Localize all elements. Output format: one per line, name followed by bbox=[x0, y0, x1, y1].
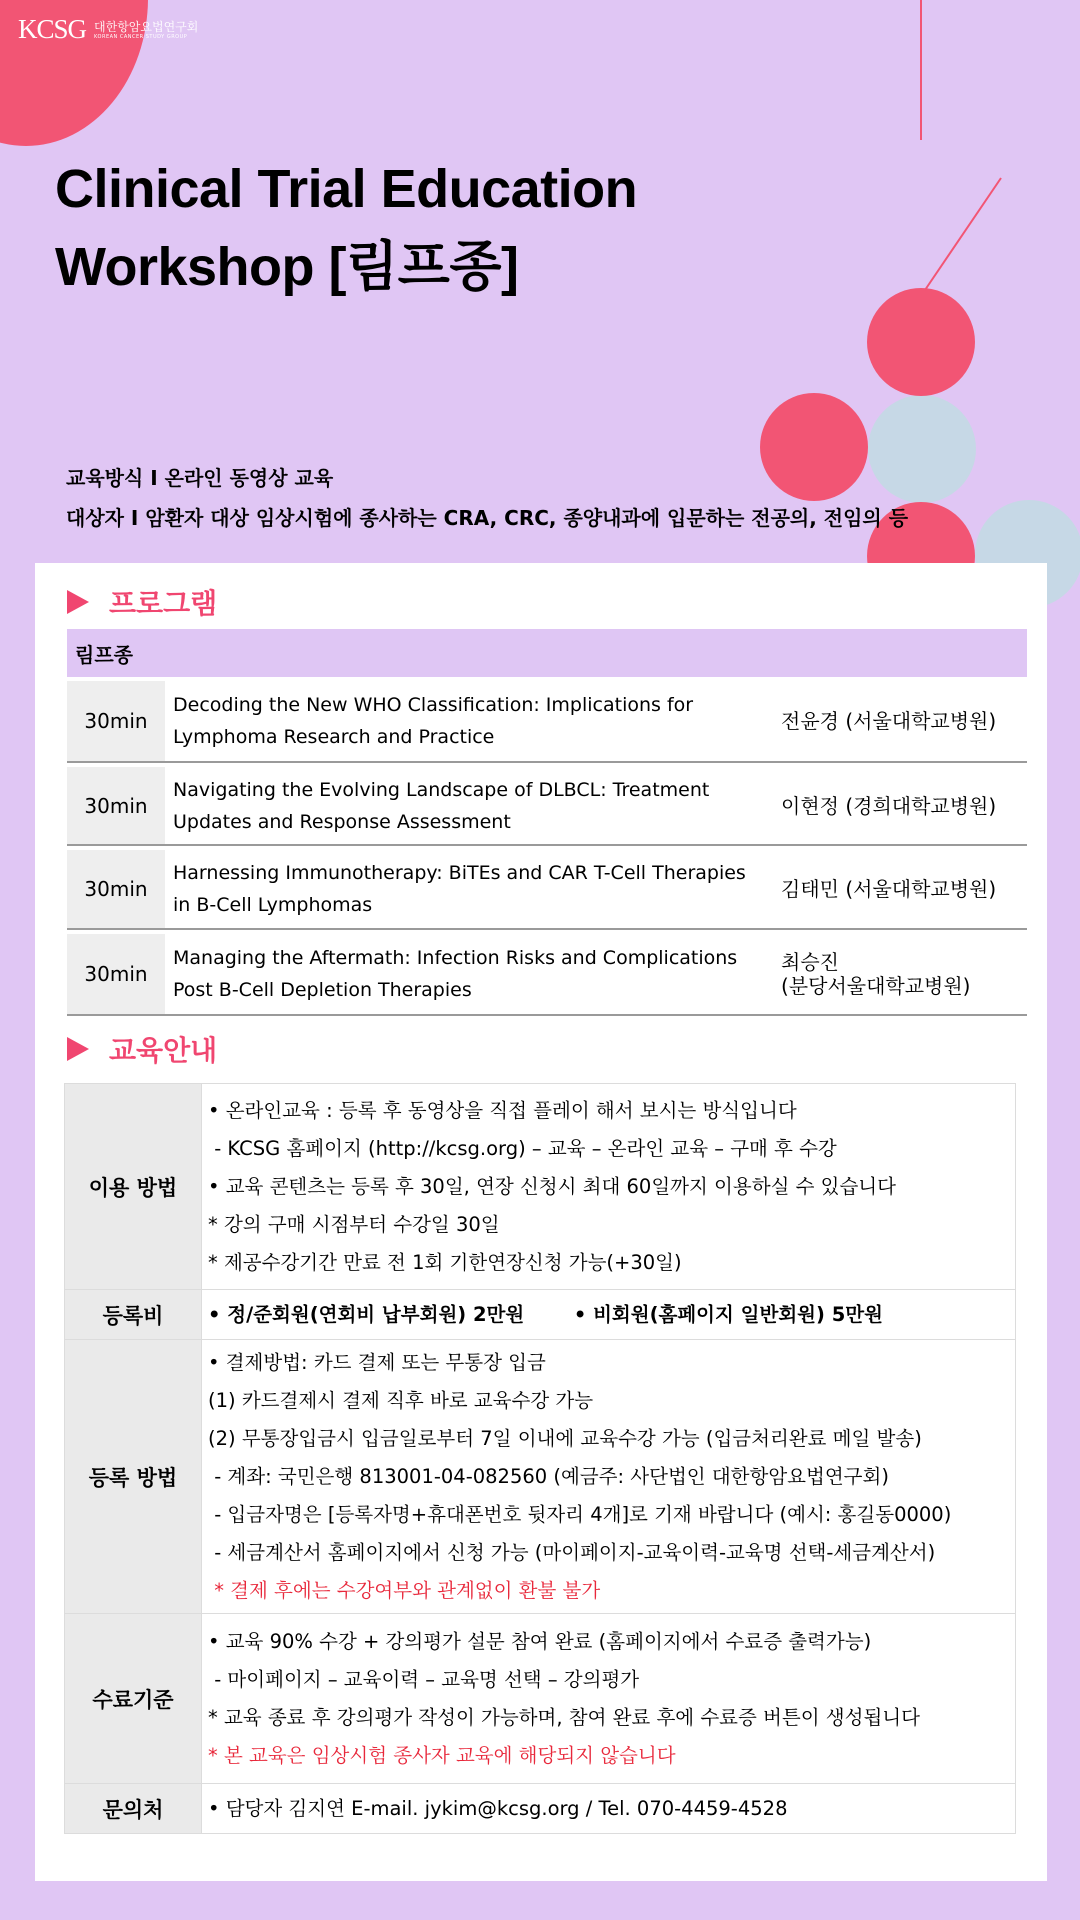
program-row bbox=[67, 681, 1027, 763]
triangle-bullet-icon bbox=[67, 1037, 89, 1061]
registration-line: (1) 카드결제시 결제 직후 바로 교육수강 가능 bbox=[208, 1388, 594, 1412]
usage-line: - KCSG 홈페이지 (http://kcsg.org) – 교육 – 온라인 교육 – 구매 후 수강 bbox=[208, 1136, 837, 1160]
completion-line: - 마이페이지 – 교육이력 – 교육명 선택 – 강의평가 bbox=[208, 1667, 640, 1691]
session-time: 30min bbox=[67, 850, 165, 928]
title-line-2: Workshop [림프종] bbox=[55, 237, 519, 297]
fee-nonmember: • 비회원(홈페이지 일반회원) 5만원 bbox=[573, 1302, 883, 1326]
refund-warning: * 결제 후에는 수강여부와 관계없이 환불 불가 bbox=[208, 1578, 601, 1602]
session-time: 30min bbox=[67, 934, 165, 1014]
usage-line: • 온라인교육 : 등록 후 동영상을 직접 플레이 해서 보시는 방식입니다 bbox=[208, 1098, 797, 1122]
circle-decoration bbox=[868, 395, 976, 503]
fee-member: • 정/준회원(연회비 납부회원) 2만원 bbox=[208, 1302, 525, 1326]
usage-label: 이용 방법 bbox=[65, 1084, 202, 1290]
program-category-header: 림프종 bbox=[67, 629, 1027, 677]
info-row-completion bbox=[65, 1614, 1016, 1784]
info-row-registration bbox=[65, 1340, 1016, 1614]
program-row bbox=[67, 850, 1027, 930]
fee-content bbox=[202, 1290, 1016, 1340]
logo-name-english: KOREAN CANCER STUDY GROUP bbox=[94, 33, 188, 40]
registration-label: 등록 방법 bbox=[65, 1340, 202, 1614]
session-speaker: 김태민 (서울대학교병원) bbox=[781, 877, 997, 901]
info-heading bbox=[67, 1029, 217, 1069]
logo-name-korean: 대한항암요법연구회 bbox=[94, 19, 199, 34]
completion-line: • 교육 90% 수강 + 강의평가 설문 참여 완료 (홈페이지에서 수료증 출력가능) bbox=[208, 1629, 872, 1653]
info-row-usage bbox=[65, 1084, 1016, 1290]
info-row-contact bbox=[65, 1784, 1016, 1834]
contact-label: 문의처 bbox=[65, 1784, 202, 1834]
session-title: Navigating the Evolving Landscape of DLBCL: Treatment Updates and Response Assessment bbox=[173, 778, 710, 833]
session-speaker: 최승진 (분당서울대학교병원) bbox=[781, 950, 971, 998]
usage-line: * 강의 구매 시점부터 수강일 30일 bbox=[208, 1212, 500, 1236]
completion-warning: * 본 교육은 임상시험 종사자 교육에 해당되지 않습니다 bbox=[208, 1743, 676, 1767]
completion-content bbox=[202, 1614, 1016, 1784]
completion-label: 수료기준 bbox=[65, 1614, 202, 1784]
registration-line: - 계좌: 국민은행 813001-04-082560 (예금주: 사단법인 대한항암요법연구회) bbox=[208, 1464, 889, 1488]
session-title: Decoding the New WHO Classification: Implications for Lymphoma Research and Practice bbox=[173, 694, 694, 748]
registration-content bbox=[202, 1340, 1016, 1614]
session-title: Managing the Aftermath: Infection Risks and Complications Post B-Cell Depletion Therapies bbox=[173, 947, 738, 1001]
registration-line: - 입금자명은 [등록자명+휴대폰번호 뒷자리 4개]로 기재 바랍니다 (예시: 홍길동0000) bbox=[208, 1502, 952, 1526]
content-card bbox=[35, 563, 1047, 1881]
contact-content: • 담당자 김지연 E-mail. jykim@kcsg.org / Tel. 070-4459-4528 bbox=[202, 1784, 1016, 1834]
education-info-table bbox=[64, 1083, 1016, 1834]
program-table bbox=[67, 629, 1027, 1016]
completion-line: * 교육 종료 후 강의평가 작성이 가능하며, 참여 완료 후에 수료증 버튼이 생성됩니다 bbox=[208, 1705, 920, 1729]
kcsg-logo bbox=[18, 14, 198, 45]
session-time: 30min bbox=[67, 681, 165, 761]
session-title: Harnessing Immunotherapy: BiTEs and CAR T-Cell Therapies in B-Cell Lymphomas bbox=[173, 862, 746, 916]
program-row bbox=[67, 934, 1027, 1016]
registration-line: - 세금계산서 홈페이지에서 신청 가능 (마이페이지-교육이력-교육명 선택-세금계산서) bbox=[208, 1540, 936, 1564]
fee-label: 등록비 bbox=[65, 1290, 202, 1340]
title-line-1: Clinical Trial Education bbox=[55, 159, 638, 219]
usage-line: * 제공수강기간 만료 전 1회 기한연장신청 가능(+30일) bbox=[208, 1250, 682, 1274]
session-speaker: 이현정 (경희대학교병원) bbox=[781, 793, 997, 818]
program-row bbox=[67, 767, 1027, 846]
education-target: 대상자 I 암환자 대상 임상시험에 종사하는 CRA, CRC, 종양내과에 입문하는 전공의, 전임의 등 bbox=[66, 506, 909, 530]
session-time: 30min bbox=[67, 767, 165, 844]
usage-line: • 교육 콘텐츠는 등록 후 30일, 연장 신청시 최대 60일까지 이용하실 수 있습니다 bbox=[208, 1174, 896, 1198]
info-row-fee bbox=[65, 1290, 1016, 1340]
program-heading bbox=[67, 582, 217, 622]
logo-mark: KCSG bbox=[18, 14, 87, 44]
registration-line: • 결제방법: 카드 결제 또는 무통장 입금 bbox=[208, 1350, 546, 1374]
session-speaker: 전윤경 (서울대학교병원) bbox=[781, 709, 997, 733]
info-heading-label: 교육안내 bbox=[109, 1034, 218, 1067]
registration-line: (2) 무통장입금시 입금일로부터 7일 이내에 교육수강 가능 (입금처리완료 메일 발송) bbox=[208, 1426, 922, 1450]
triangle-bullet-icon bbox=[67, 590, 89, 614]
program-heading-label: 프로그램 bbox=[109, 587, 218, 620]
circle-decoration bbox=[760, 393, 868, 501]
page-title bbox=[55, 150, 637, 306]
education-method: 교육방식 I 온라인 동영상 교육 bbox=[66, 466, 334, 490]
usage-content bbox=[202, 1084, 1016, 1290]
